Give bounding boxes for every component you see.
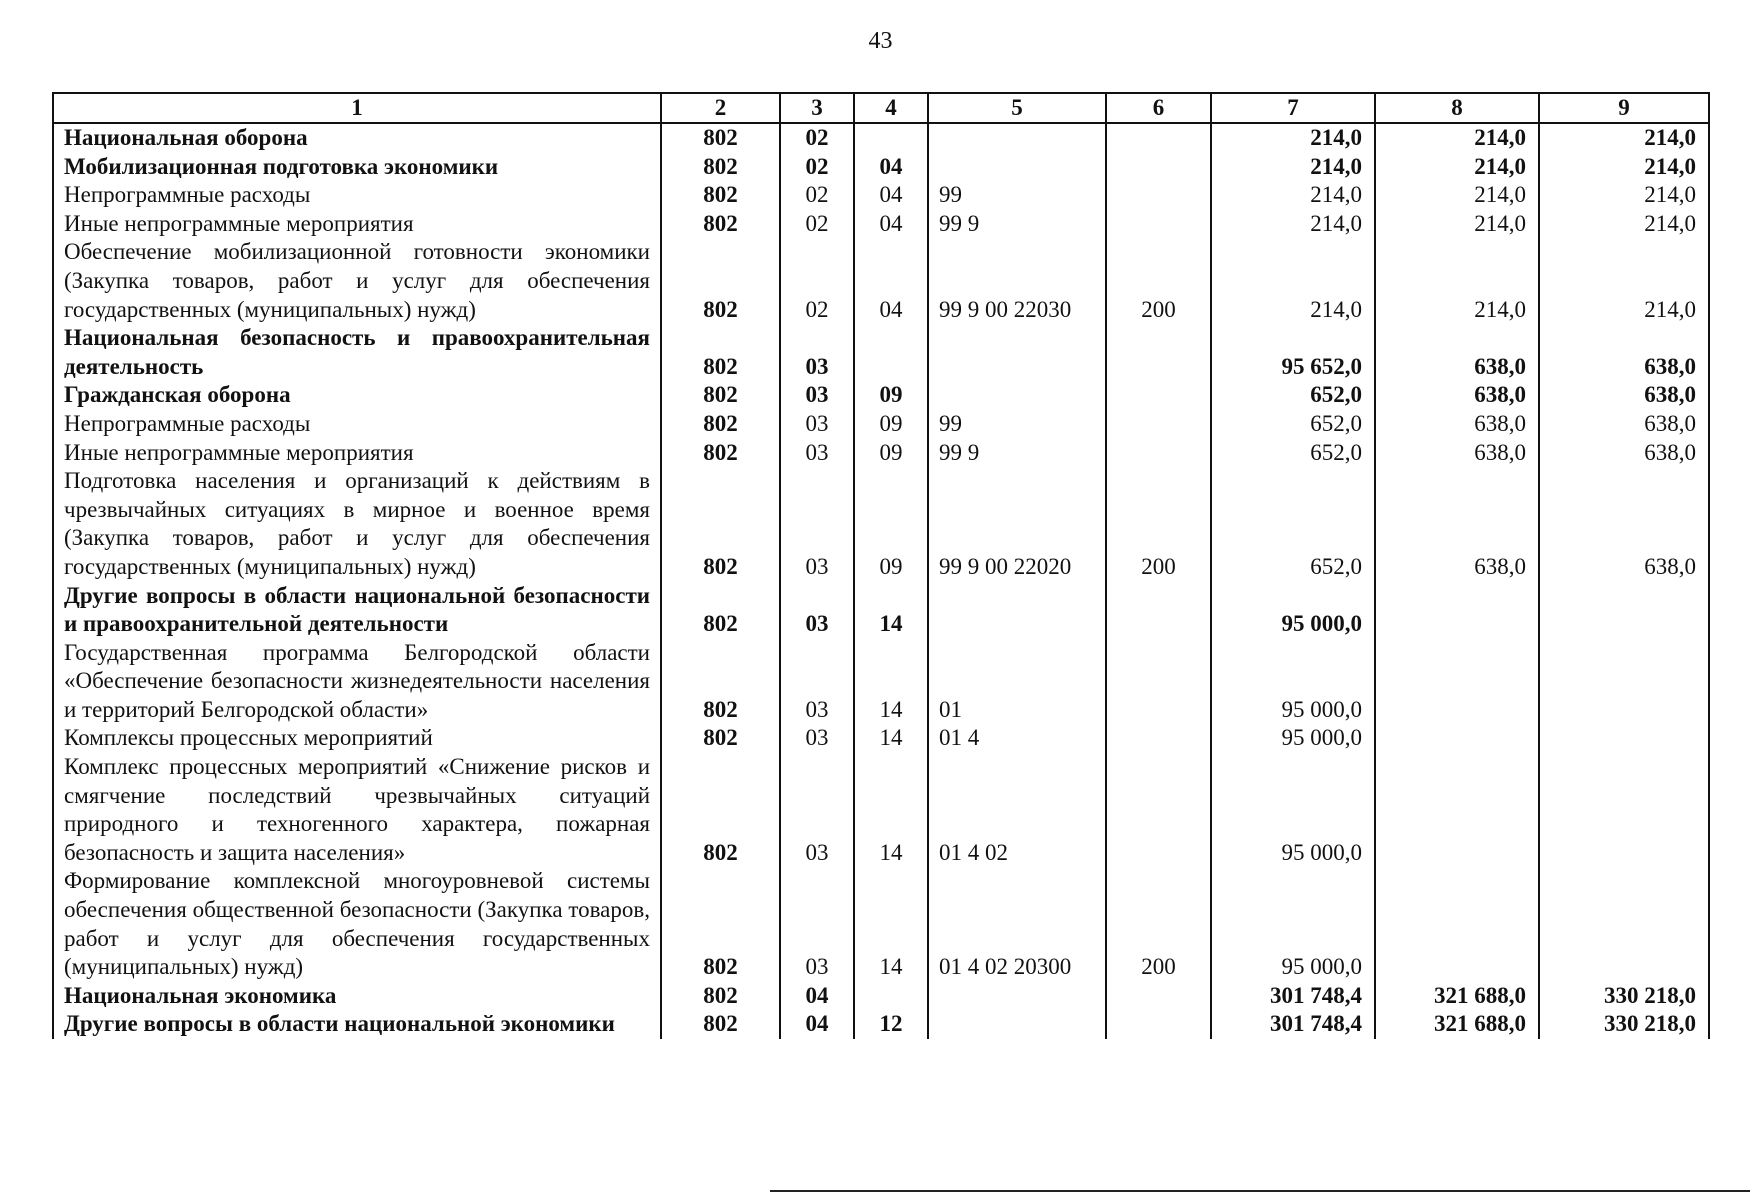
column-header: 2 [661,93,780,123]
row-subsection-code [854,982,928,1011]
row-admin-code: 802 [661,439,780,468]
row-amount-col7: 95 000,0 [1211,639,1375,725]
row-admin-code: 802 [661,381,780,410]
row-name: Формирование комплексной многоуровневой системы обеспечения общественной безопасности (Закупка товаров, работ и услуг для обеспечения государственных (муниципальных) нужд) [53,867,661,981]
row-subsection-code: 12 [854,1010,928,1039]
row-target-code: 01 [928,639,1106,725]
row-expense-type [1106,724,1211,753]
column-header: 7 [1211,93,1375,123]
row-section-code: 02 [780,153,854,182]
table-row [53,381,1709,410]
table-row [53,439,1709,468]
row-expense-type [1106,582,1211,639]
row-name: Непрограммные расходы [53,410,661,439]
row-amount-col9: 214,0 [1539,238,1709,324]
table-row [53,123,1709,153]
row-target-code: 99 [928,181,1106,210]
row-amount-col8: 638,0 [1375,324,1539,381]
row-amount-col7: 214,0 [1211,153,1375,182]
table-row [53,153,1709,182]
row-amount-col7: 214,0 [1211,181,1375,210]
row-section-code: 03 [780,439,854,468]
row-amount-col7: 652,0 [1211,467,1375,581]
row-name: Комплексы процессных мероприятий [53,724,661,753]
row-amount-col7: 214,0 [1211,123,1375,153]
row-subsection-code: 04 [854,238,928,324]
row-name: Иные непрограммные мероприятия [53,439,661,468]
row-amount-col9: 214,0 [1539,181,1709,210]
row-section-code: 03 [780,753,854,867]
row-target-code [928,582,1106,639]
row-target-code [928,982,1106,1011]
table-row [53,210,1709,239]
row-expense-type: 200 [1106,867,1211,981]
row-amount-col8: 638,0 [1375,467,1539,581]
row-name: Другие вопросы в области национальной экономики [53,1010,661,1039]
row-name: Национальная оборона [53,123,661,153]
row-subsection-code: 14 [854,753,928,867]
row-target-code [928,381,1106,410]
row-name: Иные непрограммные мероприятия [53,210,661,239]
row-section-code: 04 [780,982,854,1011]
row-amount-col7: 652,0 [1211,381,1375,410]
row-amount-col9: 638,0 [1539,381,1709,410]
row-admin-code: 802 [661,982,780,1011]
row-target-code: 99 9 00 22020 [928,467,1106,581]
row-amount-col8 [1375,753,1539,867]
row-section-code: 03 [780,467,854,581]
row-subsection-code: 09 [854,439,928,468]
row-admin-code: 802 [661,582,780,639]
row-expense-type [1106,1010,1211,1039]
row-amount-col8 [1375,867,1539,981]
column-header: 9 [1539,93,1709,123]
row-amount-col8: 638,0 [1375,439,1539,468]
row-expense-type [1106,324,1211,381]
row-name: Другие вопросы в области национальной безопасности и правоохранительной деятельности [53,582,661,639]
row-amount-col8: 321 688,0 [1375,1010,1539,1039]
row-section-code: 04 [780,1010,854,1039]
row-amount-col7: 214,0 [1211,210,1375,239]
row-amount-col8: 214,0 [1375,238,1539,324]
row-expense-type [1106,410,1211,439]
row-amount-col7: 214,0 [1211,238,1375,324]
row-section-code: 03 [780,639,854,725]
row-expense-type [1106,753,1211,867]
row-admin-code: 802 [661,181,780,210]
table-row [53,582,1709,639]
row-amount-col9 [1539,753,1709,867]
row-amount-col9: 214,0 [1539,123,1709,153]
row-target-code [928,324,1106,381]
row-name: Комплекс процессных мероприятий «Снижение рисков и смягчение последствий чрезвычайных ситуаций природного и техногенного характера, пожарная безопасность и защита населения» [53,753,661,867]
row-admin-code: 802 [661,867,780,981]
row-expense-type [1106,639,1211,725]
table-row [53,982,1709,1011]
row-section-code: 02 [780,181,854,210]
row-admin-code: 802 [661,410,780,439]
row-section-code: 03 [780,410,854,439]
row-section-code: 03 [780,324,854,381]
row-expense-type: 200 [1106,238,1211,324]
row-target-code: 99 [928,410,1106,439]
row-expense-type [1106,210,1211,239]
row-expense-type [1106,439,1211,468]
table-row [53,1010,1709,1039]
row-subsection-code [854,123,928,153]
row-admin-code: 802 [661,639,780,725]
row-name: Национальная экономика [53,982,661,1011]
row-name: Государственная программа Белгородской области «Обеспечение безопасности жизнедеятельности населения и территорий Белгородской области» [53,639,661,725]
row-amount-col9: 214,0 [1539,210,1709,239]
row-target-code: 01 4 02 [928,753,1106,867]
table-row [53,867,1709,981]
row-amount-col9: 638,0 [1539,410,1709,439]
table-row [53,181,1709,210]
row-subsection-code: 09 [854,410,928,439]
row-name: Подготовка населения и организаций к действиям в чрезвычайных ситуациях в мирное и военное время (Закупка товаров, работ и услуг для обеспечения государственных (муниципальных) нужд) [53,467,661,581]
budget-table [52,92,1710,1039]
row-admin-code: 802 [661,238,780,324]
row-amount-col7: 301 748,4 [1211,1010,1375,1039]
row-admin-code: 802 [661,324,780,381]
footer-divider [770,1190,1750,1192]
row-target-code: 01 4 02 20300 [928,867,1106,981]
row-subsection-code: 09 [854,381,928,410]
row-amount-col7: 652,0 [1211,439,1375,468]
row-amount-col8 [1375,724,1539,753]
row-amount-col7: 301 748,4 [1211,982,1375,1011]
row-amount-col8: 214,0 [1375,181,1539,210]
column-header: 6 [1106,93,1211,123]
column-header: 8 [1375,93,1539,123]
table-row [53,467,1709,581]
row-amount-col9: 214,0 [1539,153,1709,182]
header-row [53,93,1709,123]
row-amount-col9: 638,0 [1539,467,1709,581]
row-expense-type [1106,123,1211,153]
row-subsection-code: 14 [854,639,928,725]
row-expense-type [1106,982,1211,1011]
row-name: Гражданская оборона [53,381,661,410]
row-subsection-code: 04 [854,153,928,182]
row-target-code: 99 9 [928,210,1106,239]
row-target-code: 99 9 [928,439,1106,468]
row-name: Национальная безопасность и правоохранительная деятельность [53,324,661,381]
row-amount-col7: 95 000,0 [1211,753,1375,867]
row-subsection-code: 14 [854,724,928,753]
table-row [53,324,1709,381]
table-row [53,753,1709,867]
row-expense-type [1106,153,1211,182]
row-name: Непрограммные расходы [53,181,661,210]
row-amount-col8: 214,0 [1375,123,1539,153]
row-amount-col8: 638,0 [1375,381,1539,410]
row-section-code: 02 [780,123,854,153]
row-admin-code: 802 [661,724,780,753]
row-target-code: 01 4 [928,724,1106,753]
row-amount-col9 [1539,724,1709,753]
row-admin-code: 802 [661,123,780,153]
row-amount-col7: 95 000,0 [1211,724,1375,753]
row-admin-code: 802 [661,1010,780,1039]
row-admin-code: 802 [661,753,780,867]
row-amount-col9: 638,0 [1539,439,1709,468]
row-amount-col7: 95 652,0 [1211,324,1375,381]
row-amount-col8: 214,0 [1375,153,1539,182]
row-subsection-code: 04 [854,181,928,210]
row-subsection-code [854,324,928,381]
row-amount-col9: 638,0 [1539,324,1709,381]
row-amount-col9: 330 218,0 [1539,1010,1709,1039]
column-header: 4 [854,93,928,123]
row-name: Обеспечение мобилизационной готовности экономики (Закупка товаров, работ и услуг для обеспечения государственных (муниципальных) нужд) [53,238,661,324]
column-header: 5 [928,93,1106,123]
row-subsection-code: 09 [854,467,928,581]
row-amount-col7: 652,0 [1211,410,1375,439]
row-expense-type: 200 [1106,467,1211,581]
row-admin-code: 802 [661,467,780,581]
row-amount-col9 [1539,582,1709,639]
row-target-code: 99 9 00 22030 [928,238,1106,324]
column-header: 1 [53,93,661,123]
row-admin-code: 802 [661,210,780,239]
row-amount-col8: 321 688,0 [1375,982,1539,1011]
row-amount-col9 [1539,867,1709,981]
column-header: 3 [780,93,854,123]
row-section-code: 02 [780,210,854,239]
row-section-code: 03 [780,381,854,410]
row-amount-col9: 330 218,0 [1539,982,1709,1011]
table-row [53,724,1709,753]
row-expense-type [1106,381,1211,410]
row-subsection-code: 14 [854,582,928,639]
row-section-code: 03 [780,867,854,981]
row-amount-col7: 95 000,0 [1211,867,1375,981]
row-target-code [928,123,1106,153]
row-section-code: 03 [780,724,854,753]
row-admin-code: 802 [661,153,780,182]
row-subsection-code: 04 [854,210,928,239]
table-row [53,410,1709,439]
row-target-code [928,1010,1106,1039]
row-amount-col8: 638,0 [1375,410,1539,439]
row-target-code [928,153,1106,182]
row-section-code: 03 [780,582,854,639]
page-number: 43 [868,28,893,54]
row-amount-col7: 95 000,0 [1211,582,1375,639]
row-amount-col8: 214,0 [1375,210,1539,239]
row-amount-col8 [1375,639,1539,725]
table-row [53,639,1709,725]
row-name: Мобилизационная подготовка экономики [53,153,661,182]
table-row [53,238,1709,324]
row-expense-type [1106,181,1211,210]
row-section-code: 02 [780,238,854,324]
row-amount-col9 [1539,639,1709,725]
row-amount-col8 [1375,582,1539,639]
row-subsection-code: 14 [854,867,928,981]
